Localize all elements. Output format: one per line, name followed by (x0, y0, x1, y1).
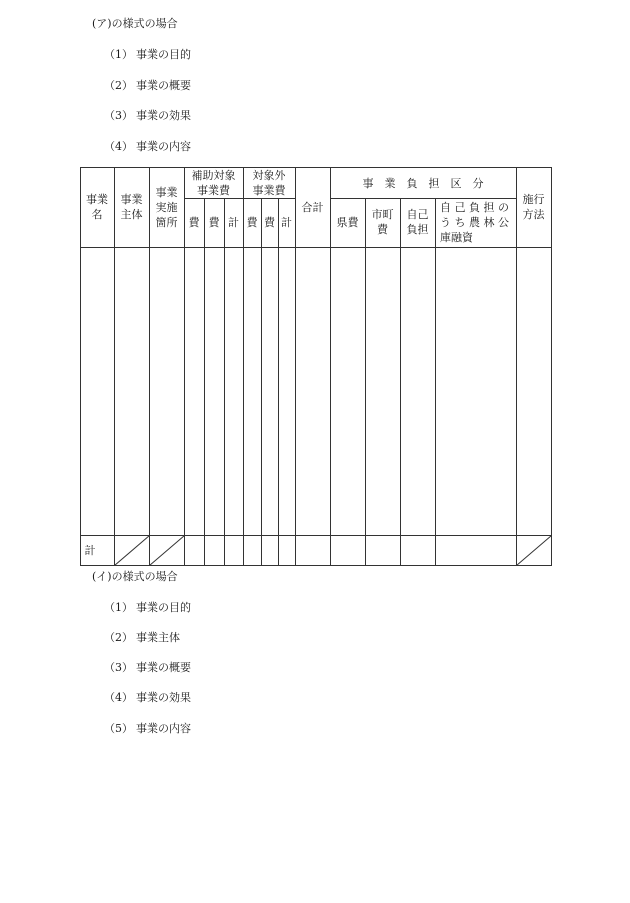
header-project-entity: 事業 主体 (120, 193, 143, 221)
item-text: 事業の目的 (136, 601, 191, 614)
header-subsidy-cost: 補助対象 事業費 (191, 169, 236, 197)
header-subtotal-2: 計 (281, 216, 292, 229)
item-text: 事業の効果 (136, 691, 191, 704)
header-cost-1: 費 (188, 216, 200, 229)
item-text: 事業の概要 (136, 79, 191, 92)
section-a-heading: (ア)の様式の場合 (92, 17, 178, 30)
header-project-location: 事業 実施 箇所 (155, 186, 178, 229)
header-cost-3: 費 (246, 216, 258, 229)
item-text: 事業の概要 (136, 661, 191, 674)
header-construction-method: 施行 方法 (522, 193, 545, 221)
total-row-label: 計 (84, 544, 96, 557)
list-item (104, 659, 191, 675)
list-item (104, 689, 191, 705)
item-number: （4） (104, 691, 133, 704)
list-item (104, 599, 191, 615)
header-burden-category: 事 業 負 担 区 分 (362, 177, 484, 190)
header-total: 合計 (301, 201, 324, 214)
item-number: （4） (104, 140, 133, 153)
header-non-subsidy-cost: 対象外 事業費 (252, 169, 286, 197)
header-subtotal-1: 計 (228, 216, 239, 229)
item-text: 事業の内容 (136, 140, 191, 153)
section-b-heading: (イ)の様式の場合 (92, 570, 178, 583)
header-cost-2: 費 (208, 216, 220, 229)
list-item (104, 629, 180, 645)
header-cost-4: 費 (264, 216, 275, 229)
header-self-burden: 自己 負担 (406, 208, 429, 236)
item-text: 事業の内容 (136, 722, 191, 735)
item-number: （2） (104, 631, 133, 644)
item-number: （1） (104, 601, 133, 614)
header-project-name: 事業 名 (86, 193, 108, 221)
item-text: 事業の効果 (136, 109, 191, 122)
item-number: （1） (104, 48, 133, 61)
item-number: （3） (104, 109, 133, 122)
header-municipal-cost: 市町 費 (371, 208, 394, 236)
item-text: 事業主体 (136, 631, 180, 644)
item-number: （5） (104, 722, 133, 735)
header-prefecture-cost: 県費 (336, 216, 359, 229)
item-number: （2） (104, 79, 133, 92)
item-text: 事業の目的 (136, 48, 191, 61)
header-agri-finance-loan: 自 己 負 担 の う ち 農 林 公 庫融資 (440, 201, 509, 244)
list-item (104, 720, 191, 736)
item-number: （3） (104, 661, 133, 674)
